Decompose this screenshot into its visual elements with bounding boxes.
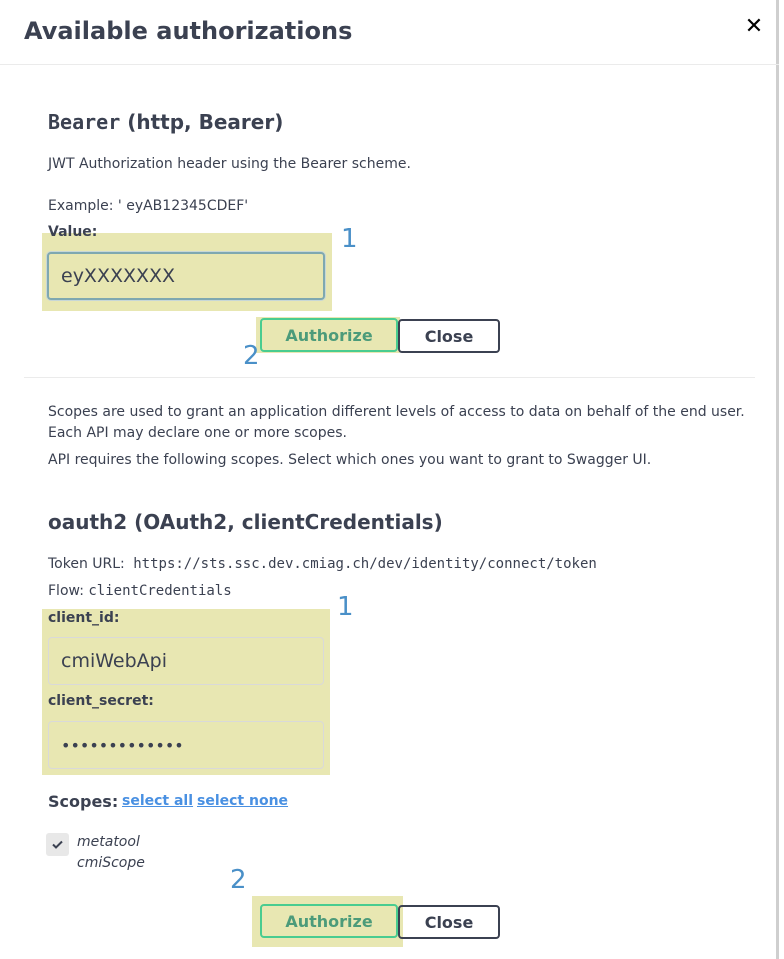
annotation-step-2: 2: [230, 865, 247, 895]
bearer-heading-type: (http, Bearer): [127, 110, 284, 134]
modal-title: Available authorizations: [24, 17, 353, 45]
flow-value: clientCredentials: [88, 583, 232, 599]
modal-header: [0, 0, 779, 65]
checkmark-icon: [46, 833, 69, 856]
select-none-link[interactable]: select none: [197, 793, 289, 809]
scope-checkbox[interactable]: [46, 833, 69, 856]
oauth2-authorize-button[interactable]: Authorize: [260, 904, 398, 938]
client-secret-label: client_secret:: [48, 693, 154, 709]
token-url-row: [48, 556, 597, 572]
bearer-description: JWT Authorization header using the Bearer scheme.: [48, 156, 411, 172]
annotation-step-2: 2: [243, 341, 260, 371]
annotation-step-1: 1: [337, 592, 354, 622]
bearer-example: Example: ' eyAB12345CDEF': [48, 198, 249, 214]
oauth2-heading: oauth2 (OAuth2, clientCredentials): [48, 510, 443, 534]
token-url-value: https://sts.ssc.dev.cmiag.ch/dev/identity/connect/token: [133, 556, 597, 572]
close-icon[interactable]: ✕: [744, 14, 764, 39]
annotation-step-1: 1: [341, 224, 358, 254]
scopes-intro-line1: Scopes are used to grant an application different levels of access to data on behalf of the end user.: [48, 404, 745, 420]
bearer-value-label: Value:: [48, 224, 98, 240]
bearer-value-input[interactable]: [47, 252, 325, 300]
oauth2-close-button[interactable]: Close: [398, 905, 500, 939]
client-secret-input[interactable]: [48, 721, 324, 769]
token-url-label: Token URL:: [48, 556, 125, 572]
section-divider: [24, 377, 755, 378]
bearer-authorize-button[interactable]: Authorize: [260, 318, 398, 352]
scope-name-metatool: metatool: [77, 834, 140, 850]
select-all-link[interactable]: select all: [122, 793, 194, 809]
scope-name-cmiscope: cmiScope: [77, 855, 145, 871]
bearer-heading: [48, 110, 283, 134]
flow-label: Flow:: [48, 583, 84, 599]
bearer-close-button[interactable]: Close: [398, 319, 500, 353]
bearer-heading-name: Bearer: [48, 110, 121, 134]
client-id-label: client_id:: [48, 610, 120, 626]
scopes-intro-line3: API requires the following scopes. Select which ones you want to grant to Swagger UI.: [48, 452, 652, 468]
scopes-label: Scopes:: [48, 792, 119, 811]
client-id-input[interactable]: [48, 637, 324, 685]
flow-row: [48, 583, 232, 599]
scopes-intro-line2: Each API may declare one or more scopes.: [48, 425, 347, 441]
